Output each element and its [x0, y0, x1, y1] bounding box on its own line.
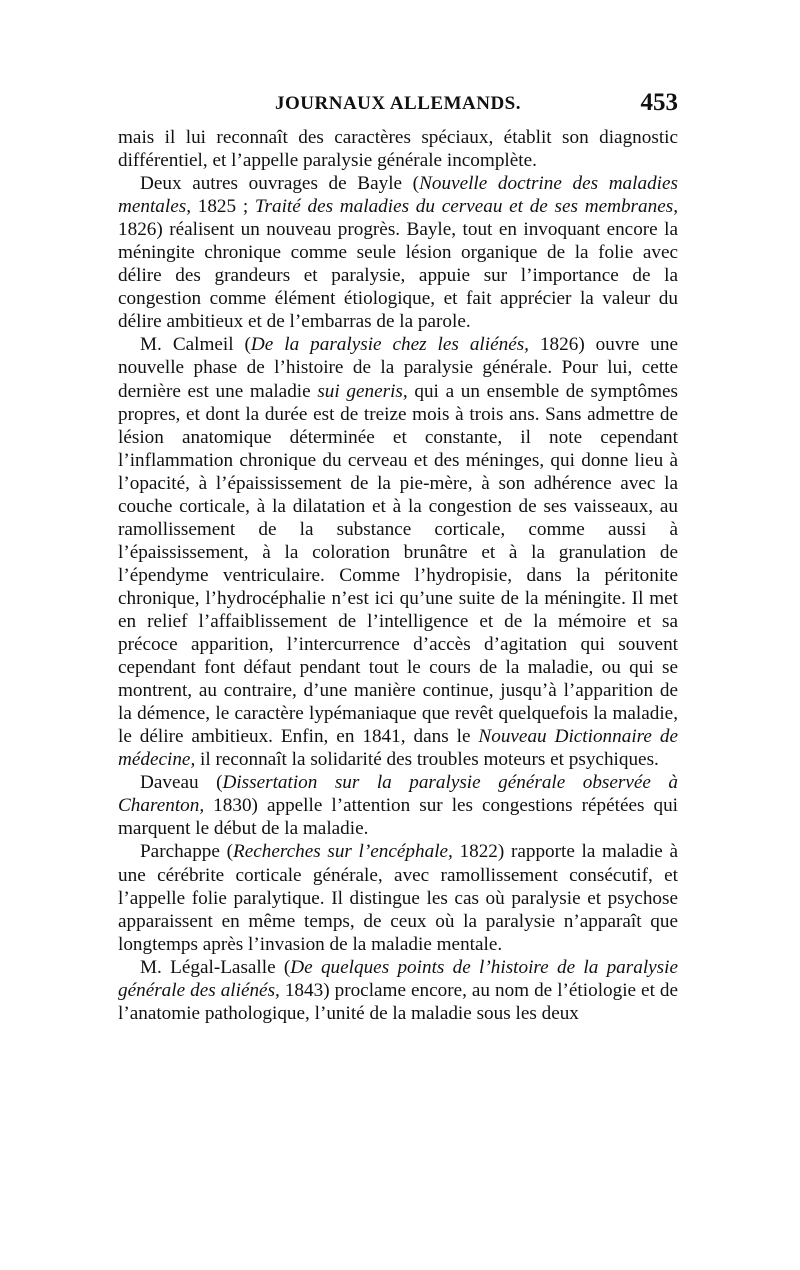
text-run: 1826) ouvre une nouvelle phase de l’histoire de la paralysie générale. Pour lui, cette dernière est une maladie [118, 334, 679, 402]
paragraph [118, 333, 678, 771]
body-text [118, 126, 678, 1025]
italic-title-run: Recherches sur l’encéphale, [232, 841, 453, 863]
text-run: Daveau ( [140, 772, 223, 794]
paragraph [118, 840, 678, 955]
text-run: 1830) appelle l’attention sur les congestions répétées qui marquent le début de la maladie. [118, 795, 678, 840]
italic-title-run: Nouveau Dictionnaire de médecine, [118, 726, 678, 771]
text-run: il reconnaît la solidarité des troubles moteurs et psychiques. [195, 749, 659, 771]
paragraph [118, 126, 678, 172]
text-run: M. Légal-Lasalle ( [140, 956, 291, 978]
paragraph [118, 172, 678, 333]
text-run: 1843) proclame encore, au nom de l’étiologie et de l’anatomie pathologique, l’unité de la maladie sous les deux [118, 979, 678, 1024]
paragraph [118, 956, 678, 1025]
italic-title-run: sui generis, [317, 380, 408, 402]
italic-title-run: Nouvelle doctrine des maladies mentales, [118, 173, 678, 218]
text-run: 1825 ; [191, 196, 255, 218]
page-number: 453 [640, 89, 678, 116]
text-run: qui a un ensemble de symptômes propres, et dont la durée est de treize mois à trois ans. Sans admettre de lésion anatomique déterminée et constante, il note cependant l’inflammation chronique du cerveau et des méninges, qui donne lieu à l’opacité, à l’épaississement de la pie-mère, à son adhérence avec la couche corticale, à la dilatation et à la congestion de ses vaisseaux, au ramollissement de la substance corticale, comme aussi à l’épaississement, à la coloration brunâtre et à la granulation de l’épendyme ventriculaire. Comme l’hydropisie, dans la péritonite chronique, l’hydrocéphalie n’est ici qu’une suite de la méningite. Il met en relief l’affaiblissement de l’intelligence et de la mémoire et sa précoce apparition, l’intercurrence d’accès d’agitation qui souvent cependant font défaut pendant tout le cours de la maladie, ou qui se montrent, au contraire, d’une manière continue, jusqu’à l’apparition de la démence, le caractère lypémaniaque que revêt quelquefois la maladie, le délire ambitieux. Enfin, en 1841, dans le [118, 380, 678, 748]
text-run: 1826) réalisent un nouveau progrès. Bayle, tout en invoquant encore la méningite chronique comme seule lésion organique de la folie avec délire des grandeurs et paralysie, appuie sur l’importance de la congestion comme élément étiologique, et fait apprécier la valeur du délire ambitieux et de l’embarras de la parole. [118, 219, 678, 333]
italic-title-run: De quelques points de l’histoire de la paralysie générale des aliénés, [118, 956, 678, 1001]
text-run: M. Calmeil ( [140, 334, 251, 356]
text-run: Parchappe ( [140, 841, 233, 863]
text-run: 1822) rapporte la maladie à une cérébrite corticale générale, avec ramollissement consécutif, et l’appelle folie paralytique. Il distingue les cas où paralysie et psychose apparaissent en même temps, de ceux où la paralysie n’apparaît que longtemps après l’invasion de la maladie mentale. [118, 841, 678, 955]
italic-title-run: Traité des maladies du cerveau et de ses membranes, [254, 196, 678, 218]
text-run: mais il lui reconnaît des caractères spéciaux, établit son diagnostic différentiel, et l’appelle paralysie générale incomplète. [118, 127, 678, 172]
italic-title-run: Dissertation sur la paralysie générale observée à Charenton, [118, 772, 678, 817]
paragraph [118, 771, 678, 840]
running-head [118, 89, 678, 123]
italic-title-run: De la paralysie chez les aliénés, [250, 334, 529, 356]
running-title: JOURNAUX ALLEMANDS. [275, 93, 521, 114]
text-run: Deux autres ouvrages de Bayle ( [140, 173, 420, 195]
